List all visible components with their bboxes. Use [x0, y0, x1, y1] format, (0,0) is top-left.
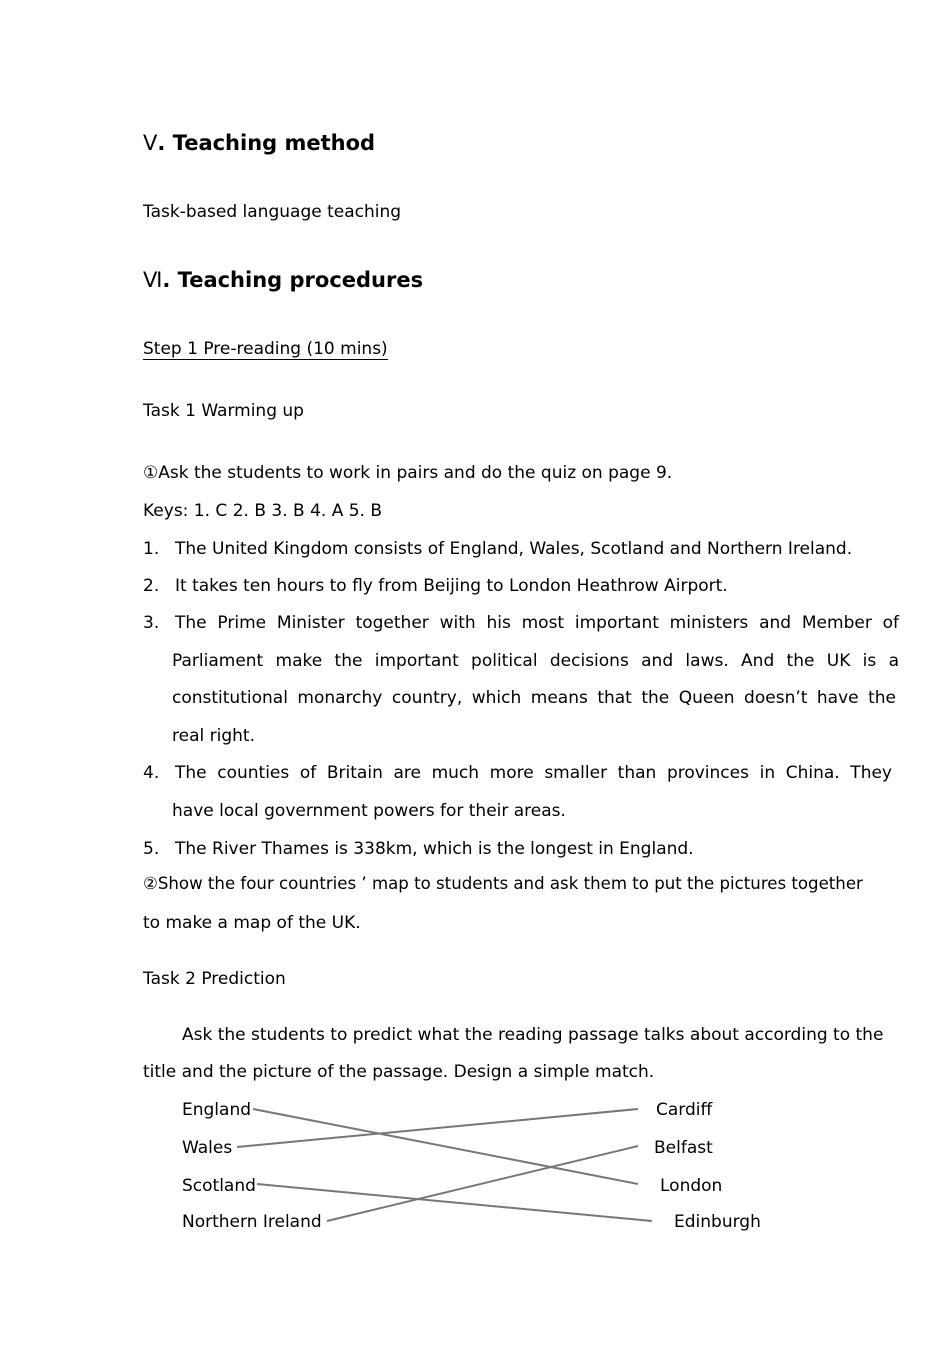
match-left-item: Wales: [182, 1138, 233, 1158]
match-right-item: London: [660, 1176, 723, 1196]
match-right-item: Edinburgh: [674, 1212, 761, 1232]
teaching-method-text: Task-based language teaching: [143, 202, 402, 222]
task1-instruction-2-cont: to make a map of the UK.: [143, 913, 361, 933]
list-item-number: 1.: [143, 539, 160, 559]
match-left-item: England: [182, 1100, 252, 1120]
list-item: The United Kingdom consists of England, Wales, Scotland and Northern Ireland.: [175, 539, 853, 559]
match-line: [253, 1109, 638, 1184]
list-item-number: 5.: [143, 839, 160, 859]
task2-paragraph-cont: title and the picture of the passage. Design a simple match.: [143, 1062, 655, 1082]
list-item: It takes ten hours to fly from Beijing to London Heathrow Airport.: [175, 576, 728, 596]
list-item-number: 2.: [143, 576, 160, 596]
list-item-line: constitutional monarchy country, which means that the Queen doesn’t have the: [172, 688, 896, 708]
task2-paragraph: Ask the students to predict what the reading passage talks about according to the: [182, 1025, 884, 1045]
list-item: The River Thames is 338km, which is the longest in England.: [175, 839, 694, 859]
step1-label: Step 1 Pre-reading (10 mins): [143, 339, 388, 359]
roman-numeral: Ⅵ: [143, 268, 163, 292]
heading-title: . Teaching procedures: [162, 268, 424, 292]
heading-title: . Teaching method: [157, 131, 376, 155]
list-item-number: 3.: [143, 613, 160, 633]
roman-numeral: Ⅴ: [143, 131, 158, 155]
quiz-keys: Keys: 1. C 2. B 3. B 4. A 5. B: [143, 501, 383, 521]
match-right-item: Cardiff: [656, 1100, 713, 1120]
task1-instruction-1: ①Ask the students to work in pairs and do the quiz on page 9.: [143, 463, 673, 483]
match-left-item: Scotland: [182, 1176, 256, 1196]
match-left-item: Northern Ireland: [182, 1212, 322, 1232]
match-line: [237, 1109, 638, 1147]
list-item-line: have local government powers for their areas.: [172, 801, 566, 821]
task2-title: Task 2 Prediction: [143, 969, 286, 989]
match-line: [327, 1146, 638, 1221]
list-item-line: real right.: [172, 726, 255, 746]
list-item-line: Parliament make the important political decisions and laws. And the UK is a: [172, 651, 899, 671]
list-item-number: 4.: [143, 763, 160, 783]
list-item-line: The counties of Britain are much more smaller than provinces in China. They: [175, 763, 892, 783]
list-item-line: The Prime Minister together with his most important ministers and Member of: [175, 613, 899, 633]
match-right-item: Belfast: [654, 1138, 713, 1158]
task1-title: Task 1 Warming up: [143, 401, 304, 421]
task1-instruction-2: ②Show the four countries ’ map to students and ask them to put the pictures together: [143, 874, 863, 893]
